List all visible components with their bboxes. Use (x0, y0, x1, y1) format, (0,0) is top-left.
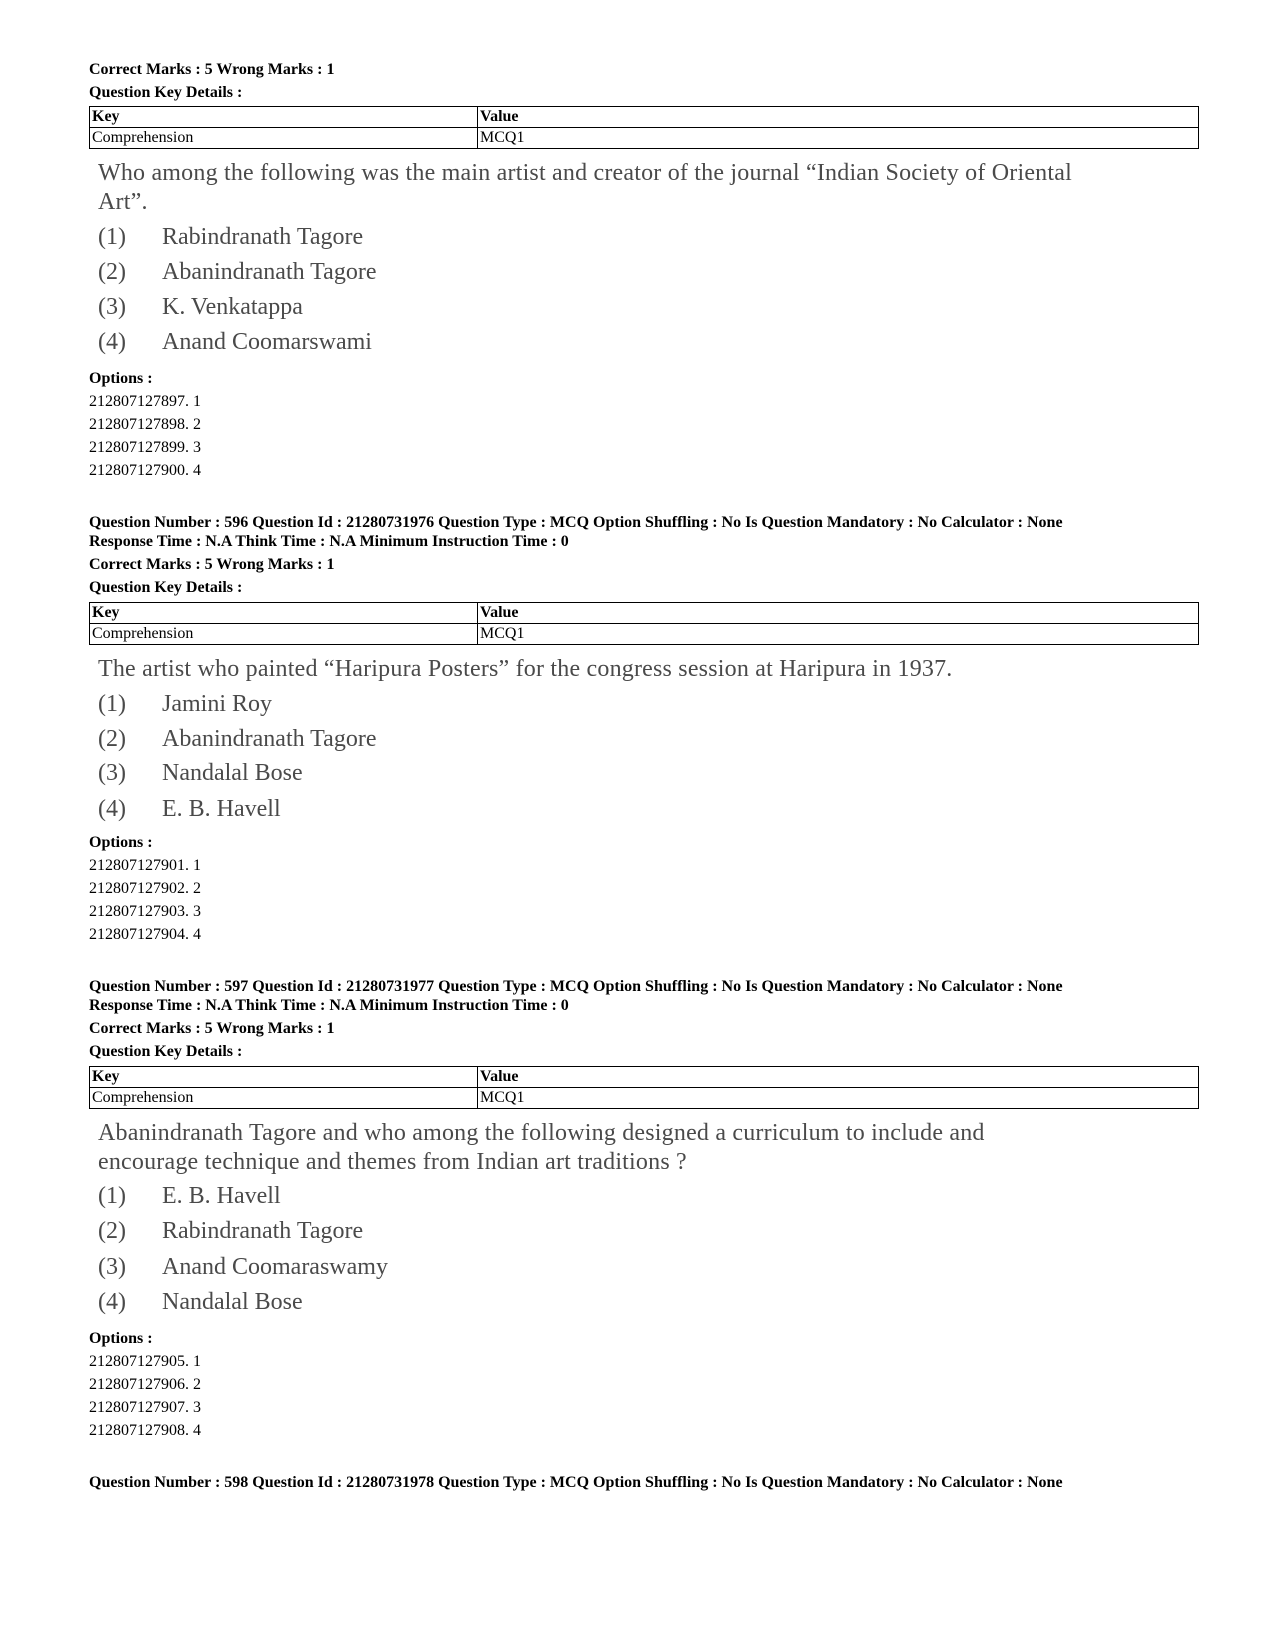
option-id: 212807127897. 1 (89, 393, 201, 410)
option-id: 212807127898. 2 (89, 416, 201, 433)
table-cell-key: Comprehension (90, 1088, 478, 1109)
option-id: 212807127904. 4 (89, 926, 201, 943)
choice-item (98, 1287, 303, 1317)
choice-item (98, 758, 303, 788)
option-id: 212807127900. 4 (89, 462, 201, 479)
question-text-line: The artist who painted “Haripura Posters” for the congress session at Haripura in 1937. (98, 656, 953, 682)
question-text-line: Abanindranath Tagore and who among the following designed a curriculum to include and (98, 1120, 985, 1146)
question-timing: Response Time : N.A Think Time : N.A Minimum Instruction Time : 0 (89, 533, 569, 550)
choice-item (98, 794, 281, 824)
choice-number: (2) (98, 1218, 126, 1244)
choice-text: Anand Coomarswami (162, 329, 372, 355)
question-header: Question Number : 597 Question Id : 21280731977 Question Type : MCQ Option Shuffling : No Is Question Mandatory : No Calculator : None (89, 978, 1063, 995)
key-details-label: Question Key Details : (89, 84, 243, 101)
key-details-label: Question Key Details : (89, 579, 243, 596)
choice-number: (1) (98, 1183, 126, 1209)
choice-text: K. Venkatappa (162, 294, 303, 320)
question-header: Question Number : 596 Question Id : 21280731976 Question Type : MCQ Option Shuffling : No Is Question Mandatory : No Calculator : None (89, 514, 1063, 531)
table-cell-key: Comprehension (90, 624, 478, 645)
option-id: 212807127902. 2 (89, 880, 201, 897)
choice-text: E. B. Havell (162, 796, 281, 822)
choice-number: (2) (98, 726, 126, 752)
option-id: 212807127908. 4 (89, 1422, 201, 1439)
option-id: 212807127905. 1 (89, 1353, 201, 1370)
choice-number: (4) (98, 329, 126, 355)
marks-line: Correct Marks : 5 Wrong Marks : 1 (89, 1020, 335, 1037)
choice-text: Rabindranath Tagore (162, 224, 364, 250)
choice-number: (3) (98, 760, 126, 786)
question-timing: Response Time : N.A Think Time : N.A Minimum Instruction Time : 0 (89, 997, 569, 1014)
choice-number: (1) (98, 224, 126, 250)
marks-line: Correct Marks : 5 Wrong Marks : 1 (89, 556, 335, 573)
choice-text: Jamini Roy (162, 691, 273, 717)
choice-number: (4) (98, 1289, 126, 1315)
choice-text: Rabindranath Tagore (162, 1218, 364, 1244)
table-header-value: Value (478, 107, 1199, 128)
choice-text: Nandalal Bose (162, 760, 303, 786)
options-label: Options : (89, 1330, 153, 1347)
table-header-key: Key (90, 107, 478, 128)
choice-item (98, 327, 372, 357)
choice-item (98, 222, 363, 252)
table-header-key: Key (90, 603, 478, 624)
choice-item (98, 257, 376, 287)
choice-item (98, 724, 376, 754)
choice-text: Abanindranath Tagore (162, 259, 377, 285)
option-id: 212807127901. 1 (89, 857, 201, 874)
choice-number: (3) (98, 1254, 126, 1280)
marks-line: Correct Marks : 5 Wrong Marks : 1 (89, 61, 335, 78)
table-cell-key: Comprehension (90, 128, 478, 149)
options-label: Options : (89, 370, 153, 387)
table-cell-value: MCQ1 (478, 1088, 1199, 1109)
table-cell-value: MCQ1 (478, 624, 1199, 645)
choice-item (98, 1252, 388, 1282)
choice-number: (3) (98, 294, 126, 320)
table-header-value: Value (478, 1067, 1199, 1088)
choice-number: (2) (98, 259, 126, 285)
question-text-line: Who among the following was the main artist and creator of the journal “Indian Society of Oriental (98, 160, 1072, 186)
choice-number: (1) (98, 691, 126, 717)
key-details-label: Question Key Details : (89, 1043, 243, 1060)
choice-item (98, 292, 303, 322)
choice-number: (4) (98, 796, 126, 822)
question-key-table (89, 106, 1199, 149)
table-header-key: Key (90, 1067, 478, 1088)
question-key-table (89, 1066, 1199, 1109)
question-text-line: Art”. (98, 189, 148, 215)
table-cell-value: MCQ1 (478, 128, 1199, 149)
choice-item (98, 689, 272, 719)
option-id: 212807127899. 3 (89, 439, 201, 456)
question-text-line: encourage technique and themes from Indian art traditions ? (98, 1149, 687, 1175)
choice-text: Abanindranath Tagore (162, 726, 377, 752)
question-header: Question Number : 598 Question Id : 21280731978 Question Type : MCQ Option Shuffling : No Is Question Mandatory : No Calculator : None (89, 1474, 1063, 1491)
table-header-value: Value (478, 603, 1199, 624)
options-label: Options : (89, 834, 153, 851)
question-key-table (89, 602, 1199, 645)
choice-item (98, 1181, 281, 1211)
choice-text: Anand Coomaraswamy (162, 1254, 388, 1280)
choice-text: E. B. Havell (162, 1183, 281, 1209)
option-id: 212807127906. 2 (89, 1376, 201, 1393)
option-id: 212807127907. 3 (89, 1399, 201, 1416)
choice-item (98, 1216, 363, 1246)
choice-text: Nandalal Bose (162, 1289, 303, 1315)
option-id: 212807127903. 3 (89, 903, 201, 920)
